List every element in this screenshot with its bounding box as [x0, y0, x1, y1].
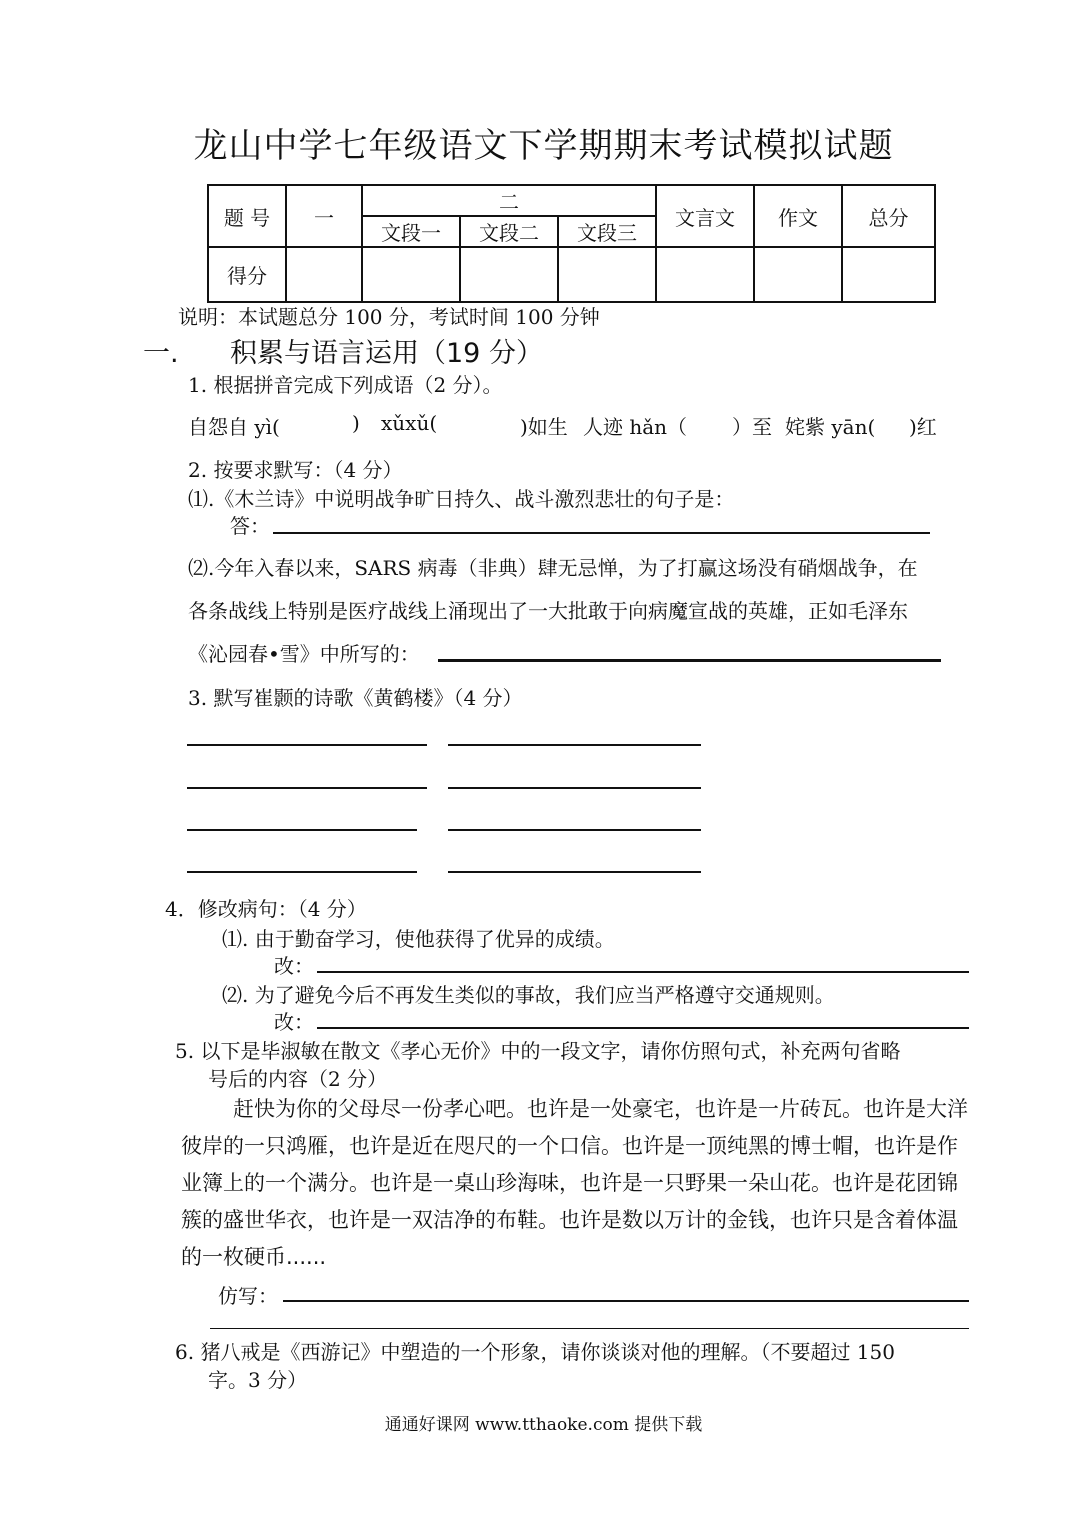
question-4-prompt: 4．修改病句：（4 分）	[165, 897, 367, 921]
q1-blank-a-close: )	[352, 411, 360, 435]
fix-label: 改：	[274, 1010, 314, 1034]
answer-line[interactable]	[438, 659, 941, 662]
q1-blank-c-text: 人迹 hǎn（	[583, 415, 688, 439]
poem-line[interactable]	[187, 787, 427, 789]
question-6-prompt-line-2: 字。3 分）	[208, 1368, 308, 1392]
col-header-total: 总分	[842, 185, 935, 247]
q1-blank-c-close: ）至	[732, 415, 772, 439]
col-header-classical: 文言文	[656, 185, 754, 247]
imitate-label: 仿写：	[218, 1284, 278, 1308]
section-number: 一.	[143, 338, 179, 369]
q1-blank-d-close: )红	[909, 415, 937, 439]
question-2-sub-2-line-3: 《沁园春•雪》中所写的：	[188, 642, 420, 666]
fix-line[interactable]	[317, 1027, 969, 1029]
imitate-line[interactable]	[283, 1300, 969, 1302]
row-label-score: 得分	[208, 247, 286, 302]
q1-blank-b-close: )如生	[520, 415, 568, 439]
section-heading: 积累与语言运用（19 分）	[230, 338, 543, 369]
score-cell[interactable]	[558, 247, 656, 302]
question-3-prompt: 3. 默写崔颢的诗歌《黄鹤楼》（4 分）	[188, 686, 523, 710]
exam-note: 说明：本试题总分 100 分，考试时间 100 分钟	[178, 305, 600, 329]
score-cell[interactable]	[656, 247, 754, 302]
question-2-sub-2-line-2: 各条战线上特别是医疗战线上涌现出了一大批敢于向病魔宣战的英雄，正如毛泽东	[188, 599, 908, 623]
question-2-sub-2-line-1: ⑵.今年入春以来，SARS 病毒（非典）肆无忌惮，为了打赢这场没有硝烟战争，在	[188, 556, 918, 580]
row-label-question-number: 题 号	[208, 185, 286, 247]
col-header-two: 二	[362, 185, 656, 216]
score-table	[207, 184, 936, 303]
question-5-prompt-line-1: 5. 以下是毕淑敏在散文《孝心无价》中的一段文字，请你仿照句式，补充两句省略	[175, 1039, 901, 1063]
sub-header-passage-1: 文段一	[362, 216, 460, 247]
score-cell[interactable]	[286, 247, 362, 302]
col-header-essay: 作文	[754, 185, 842, 247]
poem-line[interactable]	[448, 871, 701, 873]
poem-line[interactable]	[448, 829, 701, 831]
poem-line[interactable]	[448, 744, 701, 746]
sub-header-passage-3: 文段三	[558, 216, 656, 247]
poem-line[interactable]	[187, 829, 417, 831]
footer-text: 通通好课网 www.tthaoke.com 提供下载	[384, 1415, 703, 1435]
poem-line[interactable]	[187, 871, 417, 873]
col-header-one: 一	[286, 185, 362, 247]
poem-line[interactable]	[448, 787, 701, 789]
q1-blank-d-text: 姹紫 yān(	[785, 415, 876, 439]
answer-line[interactable]	[273, 532, 930, 534]
score-cell[interactable]	[842, 247, 935, 302]
sub-header-passage-2: 文段二	[460, 216, 558, 247]
score-cell[interactable]	[362, 247, 460, 302]
fix-line[interactable]	[317, 971, 969, 973]
fix-label: 改：	[274, 954, 314, 978]
q1-blank-b-text: xǔxǔ(	[381, 411, 438, 435]
score-cell[interactable]	[460, 247, 558, 302]
question-2-prompt: 2. 按要求默写：（4 分）	[188, 458, 403, 482]
question-4-sentence-1: ⑴. 由于勤奋学习，使他获得了优异的成绩。	[222, 927, 615, 951]
page-title: 龙山中学七年级语文下学期期末考试模拟试题	[193, 126, 894, 166]
q1-blank-a-text: 自怨自 yì(	[188, 415, 280, 439]
poem-line[interactable]	[187, 744, 427, 746]
score-cell[interactable]	[754, 247, 842, 302]
quoted-passage: 赶快为你的父母尽一份孝心吧。也许是一处豪宅，也许是一片砖瓦。也许是大洋彼岸的一只鸿雁，也许是近在咫尺的一个口信。也许是一顶纯黑的博士帽，也许是作业簿上的一个满分。也许是一桌山珍海味，也许是一只野果一朵山花。也许是花团锦簇的盛世华衣，也许是一双洁净的布鞋。也许是数以万计的金钱，也许只是含着体温的一枚硬币......	[181, 1097, 968, 1269]
question-5-prompt-line-2: 号后的内容（2 分）	[208, 1067, 388, 1091]
question-6-prompt-line-1: 6. 猪八戒是《西游记》中塑造的一个形象，请你谈谈对他的理解。（不要超过 150	[175, 1340, 895, 1364]
question-4-sentence-2: ⑵. 为了避免今后不再发生类似的事故，我们应当严格遵守交通规则。	[222, 983, 835, 1007]
question-2-sub-1: ⑴.《木兰诗》中说明战争旷日持久、战斗激烈悲壮的句子是：	[188, 487, 735, 511]
answer-label: 答：	[230, 514, 270, 538]
divider-line	[210, 1328, 969, 1329]
question-1-prompt: 1. 根据拼音完成下列成语（2 分）。	[188, 373, 503, 397]
